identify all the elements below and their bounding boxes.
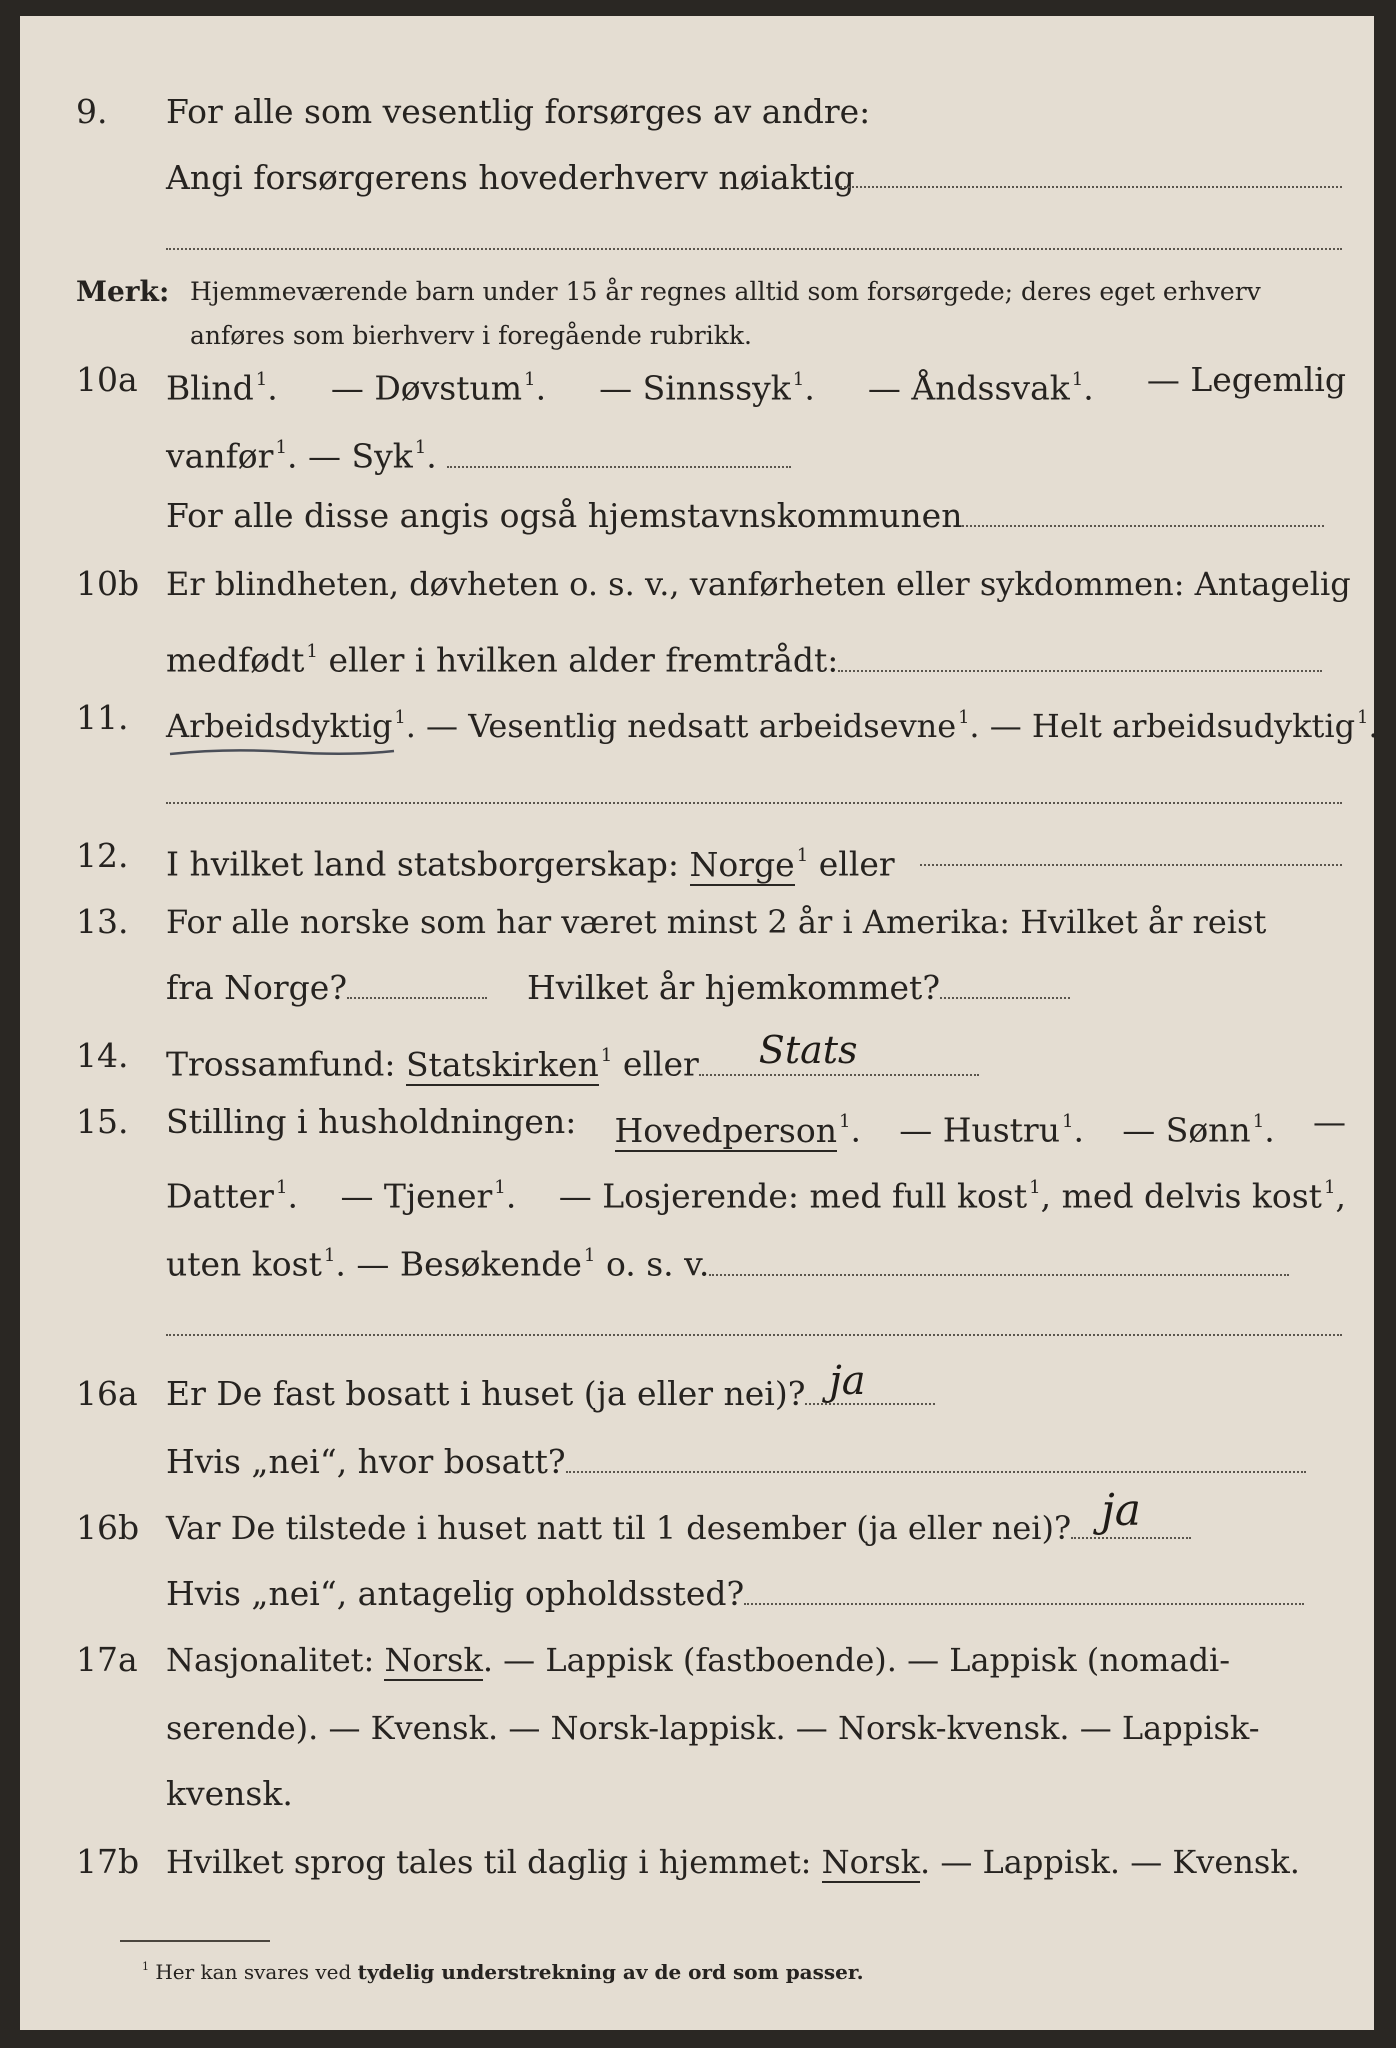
q15-hustru: — Hustru (899, 1110, 1060, 1150)
q10a-dovstum: — Døvstum (330, 368, 523, 408)
sup-mark: 1 (1071, 369, 1084, 390)
q12-norge: Norge (689, 844, 795, 884)
q15-tjener: — Tjener (340, 1176, 493, 1216)
sup-mark: 1 (958, 708, 970, 728)
footnote-rule (120, 1940, 270, 1942)
q10a-vanfor: vanfør (166, 436, 274, 476)
sup-mark: 1 (1061, 1111, 1074, 1132)
q11-nedsatt: — Vesentlig nedsatt arbeidsevne (426, 707, 957, 746)
sup-mark: 1 (306, 641, 318, 662)
q10a-syk: — Syk (307, 436, 413, 476)
q12-eller: eller (818, 844, 895, 884)
sup-mark: 1 (1357, 708, 1369, 728)
q10a-hjemstavn: For alle disse angis også hjemstavnskommunen (166, 496, 963, 535)
q15-besokende: — Besøkende (356, 1244, 582, 1284)
q13-reist-line (347, 967, 487, 999)
q14-question: Trossamfund: (166, 1044, 396, 1084)
q14-eller: eller (622, 1044, 699, 1084)
q12-question: I hvilket land statsborgerskap: (166, 844, 680, 884)
sup-mark: 1 (414, 437, 427, 458)
q10a-sinnssyk: — Sinnssyk (599, 368, 791, 408)
q17a-options-3: kvensk. (166, 1774, 293, 1813)
sup-mark: 1 (1029, 1177, 1041, 1198)
q14-handwritten-answer: Stats (758, 1027, 858, 1072)
q16b-opholdssted-line (744, 1573, 1304, 1605)
q17a-number: 17a (76, 1640, 138, 1679)
q11-handwritten-underline (168, 746, 398, 760)
q16b-question: Var De tilstede i huset natt til 1 desember (ja eller nei)? (166, 1509, 1072, 1547)
sup-mark: 1 (1252, 1111, 1265, 1132)
q17b-norsk: Norsk (821, 1843, 920, 1881)
q10b-medfodt: medfødt (166, 640, 305, 680)
q12-number: 12. (76, 836, 129, 875)
q17a-options-2: serende). — Kvensk. — Norsk-lappisk. — Norsk-kvensk. — Lappisk- (166, 1709, 1260, 1747)
q13-hjemkommet-line (940, 967, 1070, 999)
q10a-andssvak: — Åndssvak (867, 368, 1070, 408)
q15-dash: — (1312, 1102, 1346, 1141)
q13-hjemkommet: Hvilket år hjemkommet? (527, 968, 941, 1007)
q15-hovedperson: Hovedperson (614, 1110, 837, 1150)
q15-options-2: Datter $^1$. — Tjener $^1$. — Losjerende: med full kost $^1$, med delvis kost $^1$, (166, 1176, 1346, 1216)
q15-uten-kost: uten kost (166, 1244, 322, 1284)
sup-mark: 1 (796, 845, 809, 866)
q16a-hvor-bosatt: Hvis „nei“, hvor bosatt? (166, 1442, 566, 1481)
sup-mark: 1 (494, 1177, 506, 1198)
q10a-legemlig: — Legemlig (1146, 360, 1346, 399)
q17b-options: . — Lappisk. — Kvensk. (920, 1843, 1300, 1881)
q15-delvis-kost: , med delvis kost (1040, 1176, 1322, 1216)
q14-number: 14. (76, 1036, 129, 1075)
q10b-answer-line (838, 640, 1322, 672)
q15-sonn: — Sønn (1122, 1110, 1251, 1150)
q15-datter: Datter (166, 1176, 274, 1216)
sup-mark: 1 (255, 369, 268, 390)
q10a-answer-line (447, 436, 791, 468)
footnote-mark: 1 (142, 1960, 149, 1973)
sup-mark: 1 (583, 1245, 596, 1266)
sup-mark: 1 (275, 437, 287, 458)
q11-udyktig: — Helt arbeidsudyktig (989, 707, 1356, 746)
q13-question: For alle norske som har været minst 2 år i Amerika: Hvilket år reist (166, 903, 1267, 941)
q16b-handwritten-answer: ja (1101, 1485, 1142, 1536)
sup-mark: 1 (1323, 1177, 1336, 1198)
sup-mark: 1 (792, 369, 805, 390)
q10a-blind: Blind (166, 368, 254, 408)
q16a-hvor-line (566, 1441, 1306, 1473)
sup-mark: 1 (394, 708, 406, 728)
census-form-page: 9. For alle som vesentlig forsørges av andre: Angi forsørgerens hovederhverv nøiaktig Merk: Hjemmeværende barn under 15 år regnes alltid som forsørgede; deres eget erhverv anføres som bierhverv i foregående rubrikk. 10a Blind $^1$. — Døvstum $^1$. — Sinnssyk $^1$. — Åndssvak $^1$. — Legemlig vanfør $^1$. — Syk $^1$. For alle disse angis også hjemstavnskommunen 10b Er blindheten, døvheten o. s. v., vanførheten eller sykdommen: Antagelig medfødt $^1$ eller i hvilken alder fremtrådt: 11. Arbeidsdyktig $^1$. — Vesentlig nedsatt arbeidsevne $^1$. — Helt arbeidsudyktig $^1$. 12. I hvilket land statsborgerskap: Norge $^1$ eller 13. For alle norske som har været minst 2 år i Amerika: Hvilket år reist fra Norge? Hvilket år hjemkommet? 14. Trossamfund: Statskirken $^1$ eller Stats 15. Stilling i husholdningen: Hovedperson $^1$. — Hustru $^1$. — Sønn $^1$. — Datter $^1$. — Tjener $^1$. — Losjerende: med full kost $^1$, med delvis kost $^1$, uten kost $^1$. — Besøkende $^1$ o. s. v. 16a Er De fast bosatt i huset (ja eller nei)? ja Hvis „nei“, hvor bosatt? 16b Var De tilstede i huset natt til 1 desember (ja eller nei)? ja Hvis „nei“, antagelig opholdssted? 17a Nasjonalitet: Norsk. — Lappisk (fastboende). — Lappisk (nomadi- serende). — Kvensk. — Norsk-lappisk. — Norsk-kvensk. — Lappisk- kvensk. 17b Hvilket sprog tales til daglig i hjemmet: Norsk. — Lappisk. — Kvensk. $^1$ Her kan svares ved tydelig understrekning av de ord som passer. (20, 16, 1374, 2030)
q16a-number: 16a (76, 1374, 138, 1413)
q16b-opholdssted: Hvis „nei“, antagelig opholdssted? (166, 1574, 745, 1613)
q17a-label: Nasjonalitet: (166, 1641, 375, 1679)
q15-answer-line (709, 1244, 1289, 1276)
merk-label: Merk: (76, 275, 170, 308)
q15-number: 15. (76, 1102, 129, 1141)
q10b-number: 10b (76, 564, 140, 603)
q15-full-kost: — Losjerende: med full kost (558, 1176, 1028, 1216)
sup-mark: 1 (323, 1245, 336, 1266)
q13-reist: fra Norge? (166, 968, 348, 1007)
sup-mark: 1 (524, 369, 536, 390)
q9-answer-line (840, 186, 1342, 188)
q15-question: Stilling i husholdningen: (166, 1102, 577, 1141)
sup-mark: 1 (275, 1177, 288, 1198)
q9-number: 9. (76, 92, 108, 131)
q10b-question: Er blindheten, døvheten o. s. v., vanførheten eller sykdommen: Antagelig (166, 565, 1351, 603)
q9-answer-line-2 (166, 248, 1342, 250)
sup-mark: 1 (600, 1045, 613, 1066)
q15-options: Stilling i husholdningen: Hovedperson $^1$. — Hustru $^1$. — Sønn $^1$. — (166, 1100, 1346, 1153)
q14-statskirken: Statskirken (405, 1044, 599, 1084)
q13-number: 13. (76, 902, 129, 941)
sup-mark: 1 (838, 1111, 851, 1132)
footnote-bold-text: tydelig understrekning av de ord som passer. (357, 1959, 864, 1984)
q10a-hjemstavn-line (962, 495, 1324, 527)
q11-arbeidsdyktig: Arbeidsdyktig (166, 707, 393, 746)
q10a-options: Blind $^1$. — Døvstum $^1$. — Sinnssyk $^1$. — Åndssvak $^1$. — Legemlig (166, 358, 1346, 411)
q16b-number: 16b (76, 1508, 140, 1547)
q16a-handwritten-answer: ja (829, 1358, 866, 1404)
q16a-question: Er De fast bosatt i huset (ja eller nei)? (166, 1374, 806, 1413)
q15-answer-line-2 (166, 1334, 1342, 1336)
q17a-options: . — Lappisk (fastboende). — Lappisk (nomadi- (482, 1641, 1231, 1679)
q16a-answer-line (805, 1358, 935, 1405)
q16b-answer-line (1071, 1485, 1191, 1539)
q10a-row-1 (20, 358, 1374, 408)
q9-instruction: Angi forsørgerens hovederhverv nøiaktig (166, 158, 855, 197)
q15-osv: o. s. v. (605, 1244, 710, 1284)
q17a-norsk: Norsk (384, 1641, 483, 1679)
q17b-question: Hvilket sprog tales til daglig i hjemmet: (166, 1843, 812, 1881)
q11-answer-line (166, 802, 1342, 804)
q11-number: 11. (76, 698, 129, 737)
q14-answer-line (699, 1027, 979, 1076)
merk-text: Hjemmeværende barn under 15 år regnes alltid som forsørgede; deres eget erhverv anføres som bierhverv i foregående rubrikk. (190, 277, 1261, 350)
q10b-alder: eller i hvilken alder fremtrådt: (328, 640, 839, 680)
q10a-number: 10a (76, 360, 138, 399)
q17b-number: 17b (76, 1842, 140, 1881)
footnote-text: Her kan svares ved (155, 1959, 352, 1984)
q12-answer-line (920, 864, 1342, 866)
q9-question: For alle som vesentlig forsørges av andre: (166, 92, 871, 131)
